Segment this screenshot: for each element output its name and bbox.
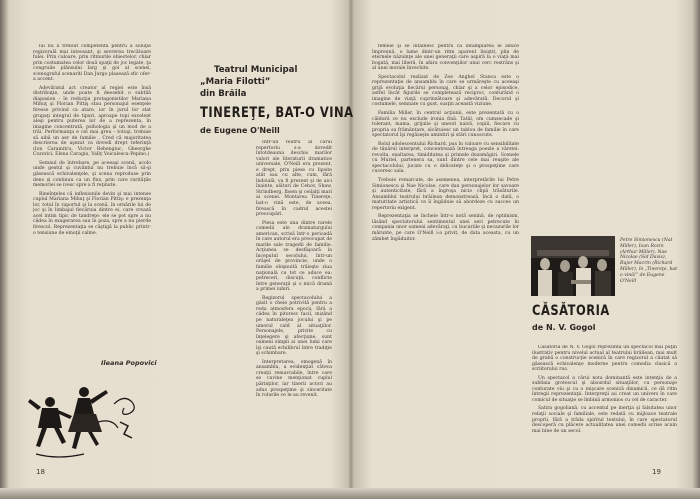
paragraph: Spectacolul realizat de Zoe Anghel Stanca este o reprezentaţie de ansamblu în care se urmăreşte cu aceeaşi grijă evoluţia fiecărui personaj, chiar şi a celor episodice, astfel încât figurile se completează reciproc, conturând o imagine de viaţă cuprinzătoare şi adevărată. Decorul şi costumele, semnate cu gust, susţin această viziune. [372,74,519,108]
photo-image [531,236,615,296]
theatre-city-line: din Brăila [200,89,247,99]
review-continued-column [372,44,519,484]
page-number: 18 [36,468,45,476]
review-text-column [256,140,332,478]
paragraph: Un spectacol a cărui nota dominantă este intenţia de a sublinia grotescul şi absurdul situaţiilor, cu personaje conturate viu şi cu o mişcare scenică dinamică, ce dă ritm întregii reprezentaţii. Interpreţii au creat un univers în care comicul de situaţie se îmbină armonios cu cel de caracter. [532,375,677,403]
author-signature: Ileana Popovici [101,359,157,367]
theatre-name-line: „Maria Filotti” [200,77,271,87]
second-review-text-column [532,345,677,485]
paragraph: Semnul de întrebare, pe aceeaşi scenă, acolo unde gestul şi cuvântul nu trebuie încă să-şi găsească echivalenţele, şi scena reproduse prin dens şi continuu ca un flux, prin care rarităţile memoriei se ivesc spre a fi reţinute. [33,160,151,189]
left-page-text-column [33,44,151,359]
second-review-title: CĂSĂTORIA [532,301,610,319]
paragraph: Trebuie remarcate, de asemenea, interpretările lui Petre Simionescu şi Nae Nicolae, care dau personajelor lor savoare şi autenticitate, fără a îngroşa nicio clipă trăsăturile. Ansamblul teatrului brăilean demonstrează, încă o dată, o maturitate artistică ce îi îngăduie să abordeze cu succes un repertoriu exigent. [372,178,519,211]
paragraph: femeie şi se întâlnesc pentru că întâmplarea le aduce împreună, o lume dintr-un ritm aparent liniştit, plin de eternele năzuinţe ale unei generaţii care aspiră la o viaţă mai bogată, mai liberă, în afara convenţiilor unui cerc restrâns şi al unei morale învechite. [372,44,519,72]
theatre-heading [200,64,297,100]
paragraph: Interpretarea, omogenă în ansamblu, a evidenţiat câteva creaţii remarcabile, între care se cuvine menţionat cuplul părinţilor, iar tinerii actori au adus prospeţime şi sinceritate în rolurile ce le-au revenit. [256,359,332,399]
page-number: 19 [652,468,661,476]
paragraph: lui nu îi trebuit competentă pentru a soluţie regizorală mai inteosant, şi sevrerea trecătoare fulei. Prin culoare, prin ritmurile obiectelor, chiar prin costumatea celor două spaţii de joc legate, ţa congruile plânsului larg şi gol al scenei, scenograful scenariti Dan Jurgo plasează sfic ofer-a accent. [33,44,151,83]
photo-caption: Petre Simionescu (Nat Miller), Ioan Rozin (Arthur Miller), Nae Nicolae (Sid Davis), Bujor Macrin (Richard Miller), în „Tinereţe, bat-o vină!” de Eugene O'Neill [620,238,679,284]
play-author: de Eugene O'Neill [200,126,280,135]
paragraph: Regizorul spectacolului a găsit o cheie potrivită pentru a reda atmosfera epocii, fără a cădea în pitoresc facil, mizând pe naturaleţea jocului şi pe umorul cald al situaţiilor. Personajele, privite cu înţelegere şi afecţiune, sunt oameni simpli ai unei lumi care îşi caută echilibrul între tradiţie şi schimbare. [256,295,332,357]
theatre-name-line: Teatrul Municipal [214,65,298,75]
paragraph: Bineînţeles că inflexiunile devin şi mai intense cuplul Mariana Mihuţ şi Florian Pittiş: e prezenţa lor, totul în raportul şi la scenă, în ornările lui de joc şi în limbajul fiecăruia dintre ei, care crează acel intim tipic de tandreţe: ele se pot spre a nu cădea în exagerarea sau în poza, spre a nu pierde firescul. Reprezentaţia se câştigă la public printr-o tensiune de emoţii calme. [33,191,151,236]
play-title: TINEREŢE, BAT-O VINA [200,103,354,121]
production-photo [531,236,615,296]
paragraph: Rolul adolescentului Richard, pus în valoare cu sensibilitate de tânărul interpret, concentrează întreaga poezie a vârstei: revolta, exaltarea, timiditatea şi primele dezamăgiri. Scenele cu Muriel, partenera sa, sunt dintre cele mai reuşite ale spectacolului, jucate cu o delicateţe şi o prospeţime care cuceresc sala. [372,141,519,175]
page-edge [0,488,700,499]
dancing-couple-illustration [28,380,148,470]
paragraph: Într-un teatru al cărui repertoriu s-a dovedit întotdeauna deschis marilor valori ale literaturii dramatice universale, O'Neill era prezent, e drept, prin piese cu lipsite atât sau cu alte, cum, fără îndoială, va fi prezent şi de aici înainte, alături de Cehov, Shaw, Strindberg, Ibsen şi ceilalţi mari ai scenei. Montarea Tinereţe, bat-o vină este, de aceea, firească în cadrul acestei preocupări. [256,140,332,218]
paragraph: Piesa este una dintre rarele comedii ale dramaturgului american, scrisă într-o perioadă în care autorul era preocupat de marile sale tragedii de familie. Acţiunea se desfăşoară la începutul secolului, într-un orăşel de provincie, unde o familie obişnuită trăieşte ziua naţională cu tot ce aduce ea: petreceri, discuţii, conflicte între generaţii şi o mică dramă a primei iubiri. [256,220,332,293]
second-review-author: de N. V. Gogol [532,323,596,332]
paragraph: Reprezentaţia se încheie într-o notă senină, de optimism, lăsând spectatorului sentimentul unei seri petrecute în compania unor oameni adevăraţi, cu bucuriile şi necazurile lor mărunte, pe care O'Neill i-a privit, de data aceasta, cu un zâmbet îngăduitor. [372,214,519,242]
paragraph: Satira gogoliană, cu accentul pe inerţia şi falsitatea unor relaţii sociale şi familiale, este redată cu mijloace teatrale proprii, fără a trăda spiritul textului, în care spectatorul descoperă cu plăcere actualitatea unei comedii scrise acum mai bine de un secol. [532,406,677,434]
paragraph: Adevăratul act creator al regiei este însă distribuţie, unde poate fi deosebit o subtilă diapasion - în reducţia protagonistilor Mariana Mihuţ şi Florian Pittiş stau personajul esenţele firesse privind ca atare, ior în jurul lor stat grupaţi integral de tipuri, aproape topi excelent aleşi pentru puterea lor de a reprezenta, în imagine concentrată, psihologia şi un mod de a trăi. Performanţa e cel mai greu - totuşi, trebuie să aibă un aer de familie . Cred că majoritatea descrierea de aşezat va dovedi drept referinţă (Ion Caramitru, Victor Rebengiuc, Gheorghe Cozorici, Elena Caragiu, Vally Voiculescu-Pepino.) [33,85,151,158]
paragraph: Căsătoria de N. V. Gogol reprezintă un spectacol mai puţin ilustrativ pentru nivelul actual al teatrului brăilean, mai mult de grabă o construcţie scenică în care regizorul a căutat să găsească echivalenţe moderne pentru comedia clasică a scriitorului rus. [532,345,677,373]
paragraph: Familia Miller, în centrul acţiunii, este prezentată cu o căldură ce nu exclude ironia fină. Tatăl, om cumsecade şi tolerant, mama, grijulie şi uneori naivă, copiii, fiecare cu propria sa frământare, alcătuiesc un tablou de familie în care spectatorul îşi regăseşte amintiri şi stări cunoscute. [372,111,519,139]
